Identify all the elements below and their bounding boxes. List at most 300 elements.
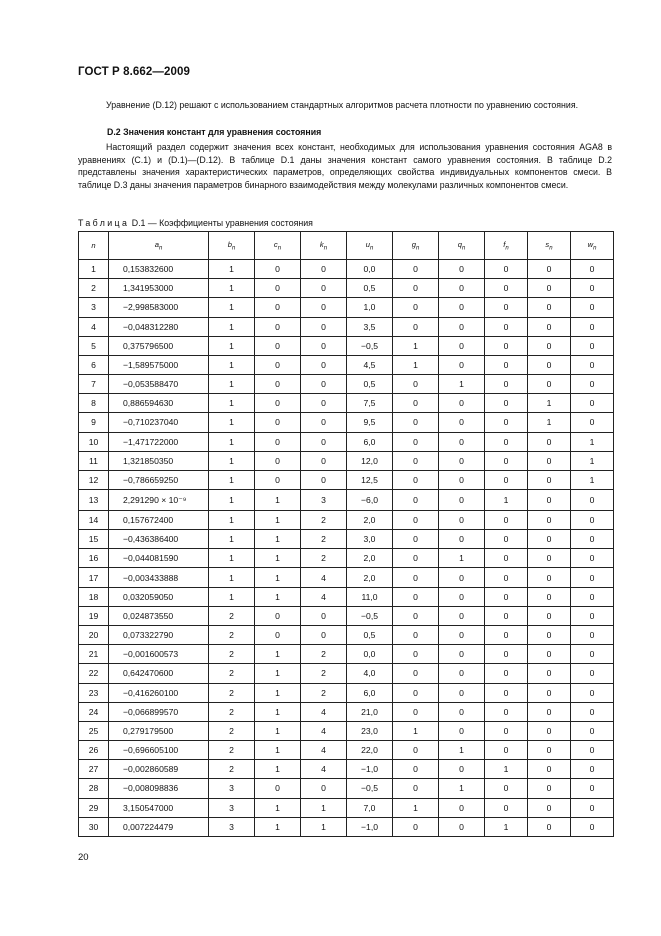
cell-sn: 0 — [528, 317, 571, 336]
cell-gn: 0 — [393, 394, 439, 413]
cell-sn: 0 — [528, 355, 571, 374]
cell-fn: 0 — [485, 549, 528, 568]
cell-kn: 0 — [301, 394, 347, 413]
cell-bn: 1 — [209, 317, 255, 336]
cell-sn: 0 — [528, 490, 571, 511]
cell-an: 0,073322790 — [109, 626, 209, 645]
cell-fn: 0 — [485, 355, 528, 374]
column-header-kn — [301, 232, 347, 260]
cell-cn: 0 — [255, 336, 301, 355]
cell-qn: 0 — [439, 568, 485, 587]
cell-gn: 0 — [393, 317, 439, 336]
cell-un: 21,0 — [347, 702, 393, 721]
cell-sn: 0 — [528, 664, 571, 683]
cell-n: 24 — [79, 702, 109, 721]
table-row — [79, 626, 614, 645]
cell-kn: 2 — [301, 645, 347, 664]
cell-an: −1,589575000 — [109, 355, 209, 374]
column-header-gn — [393, 232, 439, 260]
cell-wn: 0 — [571, 721, 614, 740]
cell-n: 14 — [79, 510, 109, 529]
cell-bn: 3 — [209, 779, 255, 798]
table-row — [79, 645, 614, 664]
cell-gn: 0 — [393, 587, 439, 606]
column-header-label: $f_n$ — [503, 239, 509, 252]
cell-gn: 0 — [393, 490, 439, 511]
cell-gn: 0 — [393, 626, 439, 645]
cell-sn: 0 — [528, 510, 571, 529]
cell-gn: 0 — [393, 702, 439, 721]
cell-un: 22,0 — [347, 741, 393, 760]
cell-an: −0,053588470 — [109, 375, 209, 394]
table-row — [79, 702, 614, 721]
table-caption-title: D.1 — Коэффициенты уравнения состояния — [131, 218, 313, 228]
cell-qn: 0 — [439, 530, 485, 549]
cell-cn: 0 — [255, 260, 301, 279]
cell-cn: 1 — [255, 530, 301, 549]
cell-wn: 0 — [571, 413, 614, 432]
cell-cn: 0 — [255, 626, 301, 645]
cell-an: −0,066899570 — [109, 702, 209, 721]
table-row — [79, 510, 614, 529]
cell-wn: 0 — [571, 626, 614, 645]
cell-gn: 0 — [393, 375, 439, 394]
cell-cn: 0 — [255, 413, 301, 432]
cell-fn: 1 — [485, 760, 528, 779]
cell-sn: 1 — [528, 413, 571, 432]
cell-wn: 1 — [571, 470, 614, 489]
cell-gn: 0 — [393, 451, 439, 470]
cell-gn: 0 — [393, 298, 439, 317]
cell-sn: 0 — [528, 587, 571, 606]
cell-kn: 2 — [301, 664, 347, 683]
cell-wn: 0 — [571, 817, 614, 836]
cell-gn: 1 — [393, 798, 439, 817]
cell-gn: 0 — [393, 817, 439, 836]
cell-fn: 0 — [485, 279, 528, 298]
cell-n: 18 — [79, 587, 109, 606]
cell-sn: 0 — [528, 798, 571, 817]
cell-n: 27 — [79, 760, 109, 779]
cell-bn: 1 — [209, 298, 255, 317]
cell-qn: 0 — [439, 606, 485, 625]
cell-bn: 3 — [209, 798, 255, 817]
cell-wn: 0 — [571, 394, 614, 413]
cell-kn: 2 — [301, 510, 347, 529]
table-row — [79, 760, 614, 779]
cell-bn: 1 — [209, 375, 255, 394]
column-header-an — [109, 232, 209, 260]
cell-an: 0,153832600 — [109, 260, 209, 279]
cell-fn: 0 — [485, 394, 528, 413]
cell-kn: 0 — [301, 279, 347, 298]
cell-n: 22 — [79, 664, 109, 683]
cell-an: −0,008098836 — [109, 779, 209, 798]
cell-wn: 0 — [571, 702, 614, 721]
cell-un: 0,5 — [347, 626, 393, 645]
cell-bn: 1 — [209, 530, 255, 549]
cell-un: −0,5 — [347, 336, 393, 355]
column-header-un — [347, 232, 393, 260]
cell-sn: 0 — [528, 298, 571, 317]
cell-un: 1,0 — [347, 298, 393, 317]
cell-kn: 1 — [301, 817, 347, 836]
table-row — [79, 317, 614, 336]
cell-n: 16 — [79, 549, 109, 568]
cell-gn: 0 — [393, 260, 439, 279]
cell-n: 11 — [79, 451, 109, 470]
cell-wn: 0 — [571, 279, 614, 298]
cell-qn: 0 — [439, 413, 485, 432]
cell-fn: 0 — [485, 721, 528, 740]
cell-fn: 0 — [485, 451, 528, 470]
cell-gn: 0 — [393, 413, 439, 432]
cell-qn: 0 — [439, 702, 485, 721]
cell-n: 5 — [79, 336, 109, 355]
cell-an: 0,279179500 — [109, 721, 209, 740]
cell-kn: 4 — [301, 702, 347, 721]
column-header-sn — [528, 232, 571, 260]
column-header-label: $u_n$ — [365, 239, 374, 252]
column-header-n — [79, 232, 109, 260]
cell-wn: 0 — [571, 741, 614, 760]
cell-kn: 0 — [301, 317, 347, 336]
cell-kn: 4 — [301, 760, 347, 779]
cell-cn: 1 — [255, 721, 301, 740]
table-header-row — [79, 232, 614, 260]
cell-fn: 0 — [485, 626, 528, 645]
cell-gn: 0 — [393, 279, 439, 298]
cell-sn: 0 — [528, 568, 571, 587]
cell-qn: 0 — [439, 817, 485, 836]
cell-n: 6 — [79, 355, 109, 374]
cell-bn: 3 — [209, 817, 255, 836]
cell-bn: 2 — [209, 702, 255, 721]
cell-fn: 0 — [485, 260, 528, 279]
cell-un: 3,0 — [347, 530, 393, 549]
cell-qn: 1 — [439, 549, 485, 568]
cell-wn: 0 — [571, 375, 614, 394]
table-row — [79, 279, 614, 298]
cell-cn: 0 — [255, 298, 301, 317]
cell-sn: 0 — [528, 336, 571, 355]
cell-qn: 0 — [439, 760, 485, 779]
table-row — [79, 355, 614, 374]
cell-n: 25 — [79, 721, 109, 740]
cell-qn: 0 — [439, 721, 485, 740]
cell-wn: 0 — [571, 260, 614, 279]
table-row — [79, 298, 614, 317]
cell-bn: 1 — [209, 470, 255, 489]
cell-sn: 0 — [528, 470, 571, 489]
cell-un: −0,5 — [347, 779, 393, 798]
cell-fn: 0 — [485, 317, 528, 336]
cell-wn: 0 — [571, 664, 614, 683]
cell-fn: 1 — [485, 490, 528, 511]
cell-n: 26 — [79, 741, 109, 760]
cell-gn: 0 — [393, 683, 439, 702]
cell-gn: 0 — [393, 549, 439, 568]
cell-cn: 1 — [255, 760, 301, 779]
cell-kn: 4 — [301, 568, 347, 587]
cell-un: 0,0 — [347, 645, 393, 664]
cell-bn: 1 — [209, 490, 255, 511]
coefficients-table — [78, 231, 614, 837]
cell-cn: 1 — [255, 741, 301, 760]
cell-gn: 0 — [393, 606, 439, 625]
cell-cn: 0 — [255, 355, 301, 374]
page-number: 20 — [78, 852, 89, 863]
cell-n: 17 — [79, 568, 109, 587]
cell-fn: 0 — [485, 587, 528, 606]
cell-n: 9 — [79, 413, 109, 432]
table-row — [79, 606, 614, 625]
table-caption — [78, 218, 313, 228]
cell-fn: 0 — [485, 432, 528, 451]
cell-an: −0,044081590 — [109, 549, 209, 568]
cell-cn: 0 — [255, 394, 301, 413]
cell-un: 9,5 — [347, 413, 393, 432]
cell-un: 6,0 — [347, 432, 393, 451]
cell-kn: 2 — [301, 530, 347, 549]
cell-fn: 0 — [485, 798, 528, 817]
cell-bn: 1 — [209, 568, 255, 587]
cell-bn: 1 — [209, 432, 255, 451]
cell-cn: 1 — [255, 664, 301, 683]
cell-an: 2,291290 × 10⁻⁹ — [109, 490, 209, 511]
cell-kn: 0 — [301, 779, 347, 798]
cell-n: 28 — [79, 779, 109, 798]
cell-kn: 0 — [301, 451, 347, 470]
cell-an: −0,786659250 — [109, 470, 209, 489]
cell-an: −1,471722000 — [109, 432, 209, 451]
cell-qn: 1 — [439, 779, 485, 798]
cell-qn: 0 — [439, 587, 485, 606]
intro-paragraph: Уравнение (D.12) решают с использованием стандартных алгоритмов расчета плотности по уравнению состояния. — [106, 100, 579, 110]
cell-bn: 2 — [209, 606, 255, 625]
cell-gn: 0 — [393, 432, 439, 451]
cell-gn: 1 — [393, 355, 439, 374]
cell-n: 2 — [79, 279, 109, 298]
column-header-label: $b_n$ — [227, 239, 236, 252]
column-header-label: $q_n$ — [457, 239, 466, 252]
cell-un: 0,5 — [347, 279, 393, 298]
cell-wn: 0 — [571, 317, 614, 336]
cell-an: 1,321850350 — [109, 451, 209, 470]
cell-fn: 0 — [485, 530, 528, 549]
cell-bn: 1 — [209, 451, 255, 470]
column-header-label: $k_n$ — [319, 239, 328, 252]
cell-cn: 0 — [255, 279, 301, 298]
cell-an: −0,696605100 — [109, 741, 209, 760]
cell-an: 0,157672400 — [109, 510, 209, 529]
table-row — [79, 451, 614, 470]
cell-gn: 0 — [393, 741, 439, 760]
cell-sn: 0 — [528, 432, 571, 451]
cell-gn: 0 — [393, 779, 439, 798]
cell-sn: 0 — [528, 702, 571, 721]
cell-kn: 2 — [301, 549, 347, 568]
cell-gn: 0 — [393, 470, 439, 489]
cell-un: 2,0 — [347, 549, 393, 568]
cell-sn: 0 — [528, 606, 571, 625]
column-header-label: $g_n$ — [411, 239, 420, 252]
cell-gn: 0 — [393, 510, 439, 529]
cell-bn: 2 — [209, 721, 255, 740]
cell-cn: 1 — [255, 702, 301, 721]
cell-kn: 0 — [301, 298, 347, 317]
cell-un: 12,5 — [347, 470, 393, 489]
cell-sn: 0 — [528, 817, 571, 836]
cell-bn: 1 — [209, 413, 255, 432]
column-header-wn — [571, 232, 614, 260]
cell-wn: 0 — [571, 760, 614, 779]
cell-kn: 0 — [301, 606, 347, 625]
cell-un: 4,5 — [347, 355, 393, 374]
table-row — [79, 721, 614, 740]
cell-cn: 0 — [255, 432, 301, 451]
cell-n: 12 — [79, 470, 109, 489]
cell-qn: 0 — [439, 336, 485, 355]
cell-qn: 1 — [439, 375, 485, 394]
cell-sn: 0 — [528, 779, 571, 798]
cell-wn: 0 — [571, 355, 614, 374]
cell-qn: 0 — [439, 298, 485, 317]
column-header-label: $c_n$ — [273, 239, 282, 252]
cell-n: 19 — [79, 606, 109, 625]
cell-un: 0,0 — [347, 260, 393, 279]
cell-kn: 0 — [301, 413, 347, 432]
cell-fn: 0 — [485, 510, 528, 529]
cell-kn: 0 — [301, 260, 347, 279]
cell-wn: 0 — [571, 683, 614, 702]
cell-bn: 1 — [209, 336, 255, 355]
table-row — [79, 413, 614, 432]
cell-an: −0,003433888 — [109, 568, 209, 587]
cell-wn: 0 — [571, 645, 614, 664]
cell-bn: 1 — [209, 549, 255, 568]
cell-an: 3,150547000 — [109, 798, 209, 817]
cell-bn: 1 — [209, 355, 255, 374]
table-row — [79, 470, 614, 489]
column-header-label: $s_n$ — [545, 239, 553, 252]
cell-sn: 0 — [528, 626, 571, 645]
cell-sn: 0 — [528, 645, 571, 664]
table-row — [79, 490, 614, 511]
cell-wn: 0 — [571, 530, 614, 549]
cell-cn: 1 — [255, 510, 301, 529]
cell-an: −0,710237040 — [109, 413, 209, 432]
cell-bn: 1 — [209, 394, 255, 413]
cell-sn: 0 — [528, 451, 571, 470]
cell-cn: 1 — [255, 568, 301, 587]
cell-n: 1 — [79, 260, 109, 279]
cell-wn: 1 — [571, 432, 614, 451]
cell-cn: 0 — [255, 317, 301, 336]
cell-un: 4,0 — [347, 664, 393, 683]
cell-bn: 2 — [209, 760, 255, 779]
cell-kn: 3 — [301, 490, 347, 511]
cell-qn: 0 — [439, 260, 485, 279]
cell-n: 13 — [79, 490, 109, 511]
cell-gn: 0 — [393, 664, 439, 683]
table-row — [79, 530, 614, 549]
cell-qn: 0 — [439, 490, 485, 511]
cell-fn: 0 — [485, 702, 528, 721]
cell-wn: 0 — [571, 568, 614, 587]
table-row — [79, 336, 614, 355]
cell-un: 7,5 — [347, 394, 393, 413]
cell-qn: 0 — [439, 279, 485, 298]
cell-bn: 2 — [209, 645, 255, 664]
cell-gn: 0 — [393, 530, 439, 549]
cell-qn: 0 — [439, 626, 485, 645]
cell-bn: 1 — [209, 510, 255, 529]
cell-fn: 0 — [485, 779, 528, 798]
cell-qn: 0 — [439, 470, 485, 489]
cell-un: 3,5 — [347, 317, 393, 336]
cell-wn: 0 — [571, 779, 614, 798]
section-paragraph: Настоящий раздел содержит значения всех констант, необходимых для использования уравнения состояния AGA8 в уравнениях (С.1) и (D.1)—(D.12). В таблице D.1 даны значения констант самого уравнения состояния. В таблице D.2 представлены значения характеристических параметров, определяющих свойства индивидуальных компонентов смеси. В таблице D.3 даны значения параметров бинарного взаимодействия между молекулами различных компонентов смеси. — [78, 142, 612, 190]
column-header-label: $a_n$ — [154, 239, 163, 252]
cell-gn: 1 — [393, 721, 439, 740]
cell-kn: 0 — [301, 470, 347, 489]
cell-bn: 2 — [209, 626, 255, 645]
table-row — [79, 798, 614, 817]
cell-sn: 1 — [528, 394, 571, 413]
cell-bn: 2 — [209, 683, 255, 702]
cell-qn: 0 — [439, 683, 485, 702]
cell-kn: 4 — [301, 587, 347, 606]
cell-un: 7,0 — [347, 798, 393, 817]
cell-un: −1,0 — [347, 817, 393, 836]
cell-cn: 0 — [255, 470, 301, 489]
cell-fn: 0 — [485, 375, 528, 394]
cell-kn: 0 — [301, 626, 347, 645]
table-row — [79, 587, 614, 606]
cell-sn: 0 — [528, 375, 571, 394]
cell-bn: 1 — [209, 279, 255, 298]
cell-wn: 0 — [571, 298, 614, 317]
cell-n: 21 — [79, 645, 109, 664]
column-header-bn — [209, 232, 255, 260]
cell-cn: 1 — [255, 549, 301, 568]
table-caption-word: Таблица — [78, 218, 130, 228]
cell-cn: 1 — [255, 490, 301, 511]
cell-an: 1,341953000 — [109, 279, 209, 298]
cell-qn: 0 — [439, 798, 485, 817]
table-row — [79, 664, 614, 683]
cell-sn: 0 — [528, 549, 571, 568]
cell-fn: 0 — [485, 741, 528, 760]
cell-qn: 0 — [439, 664, 485, 683]
cell-an: −0,048312280 — [109, 317, 209, 336]
cell-qn: 0 — [439, 645, 485, 664]
cell-n: 8 — [79, 394, 109, 413]
cell-qn: 0 — [439, 510, 485, 529]
column-header-qn — [439, 232, 485, 260]
cell-an: 0,032059050 — [109, 587, 209, 606]
table-row — [79, 817, 614, 836]
cell-cn: 1 — [255, 587, 301, 606]
cell-an: 0,642470600 — [109, 664, 209, 683]
cell-an: −0,436386400 — [109, 530, 209, 549]
cell-n: 3 — [79, 298, 109, 317]
table-row — [79, 683, 614, 702]
cell-gn: 0 — [393, 645, 439, 664]
cell-wn: 0 — [571, 510, 614, 529]
cell-sn: 0 — [528, 760, 571, 779]
